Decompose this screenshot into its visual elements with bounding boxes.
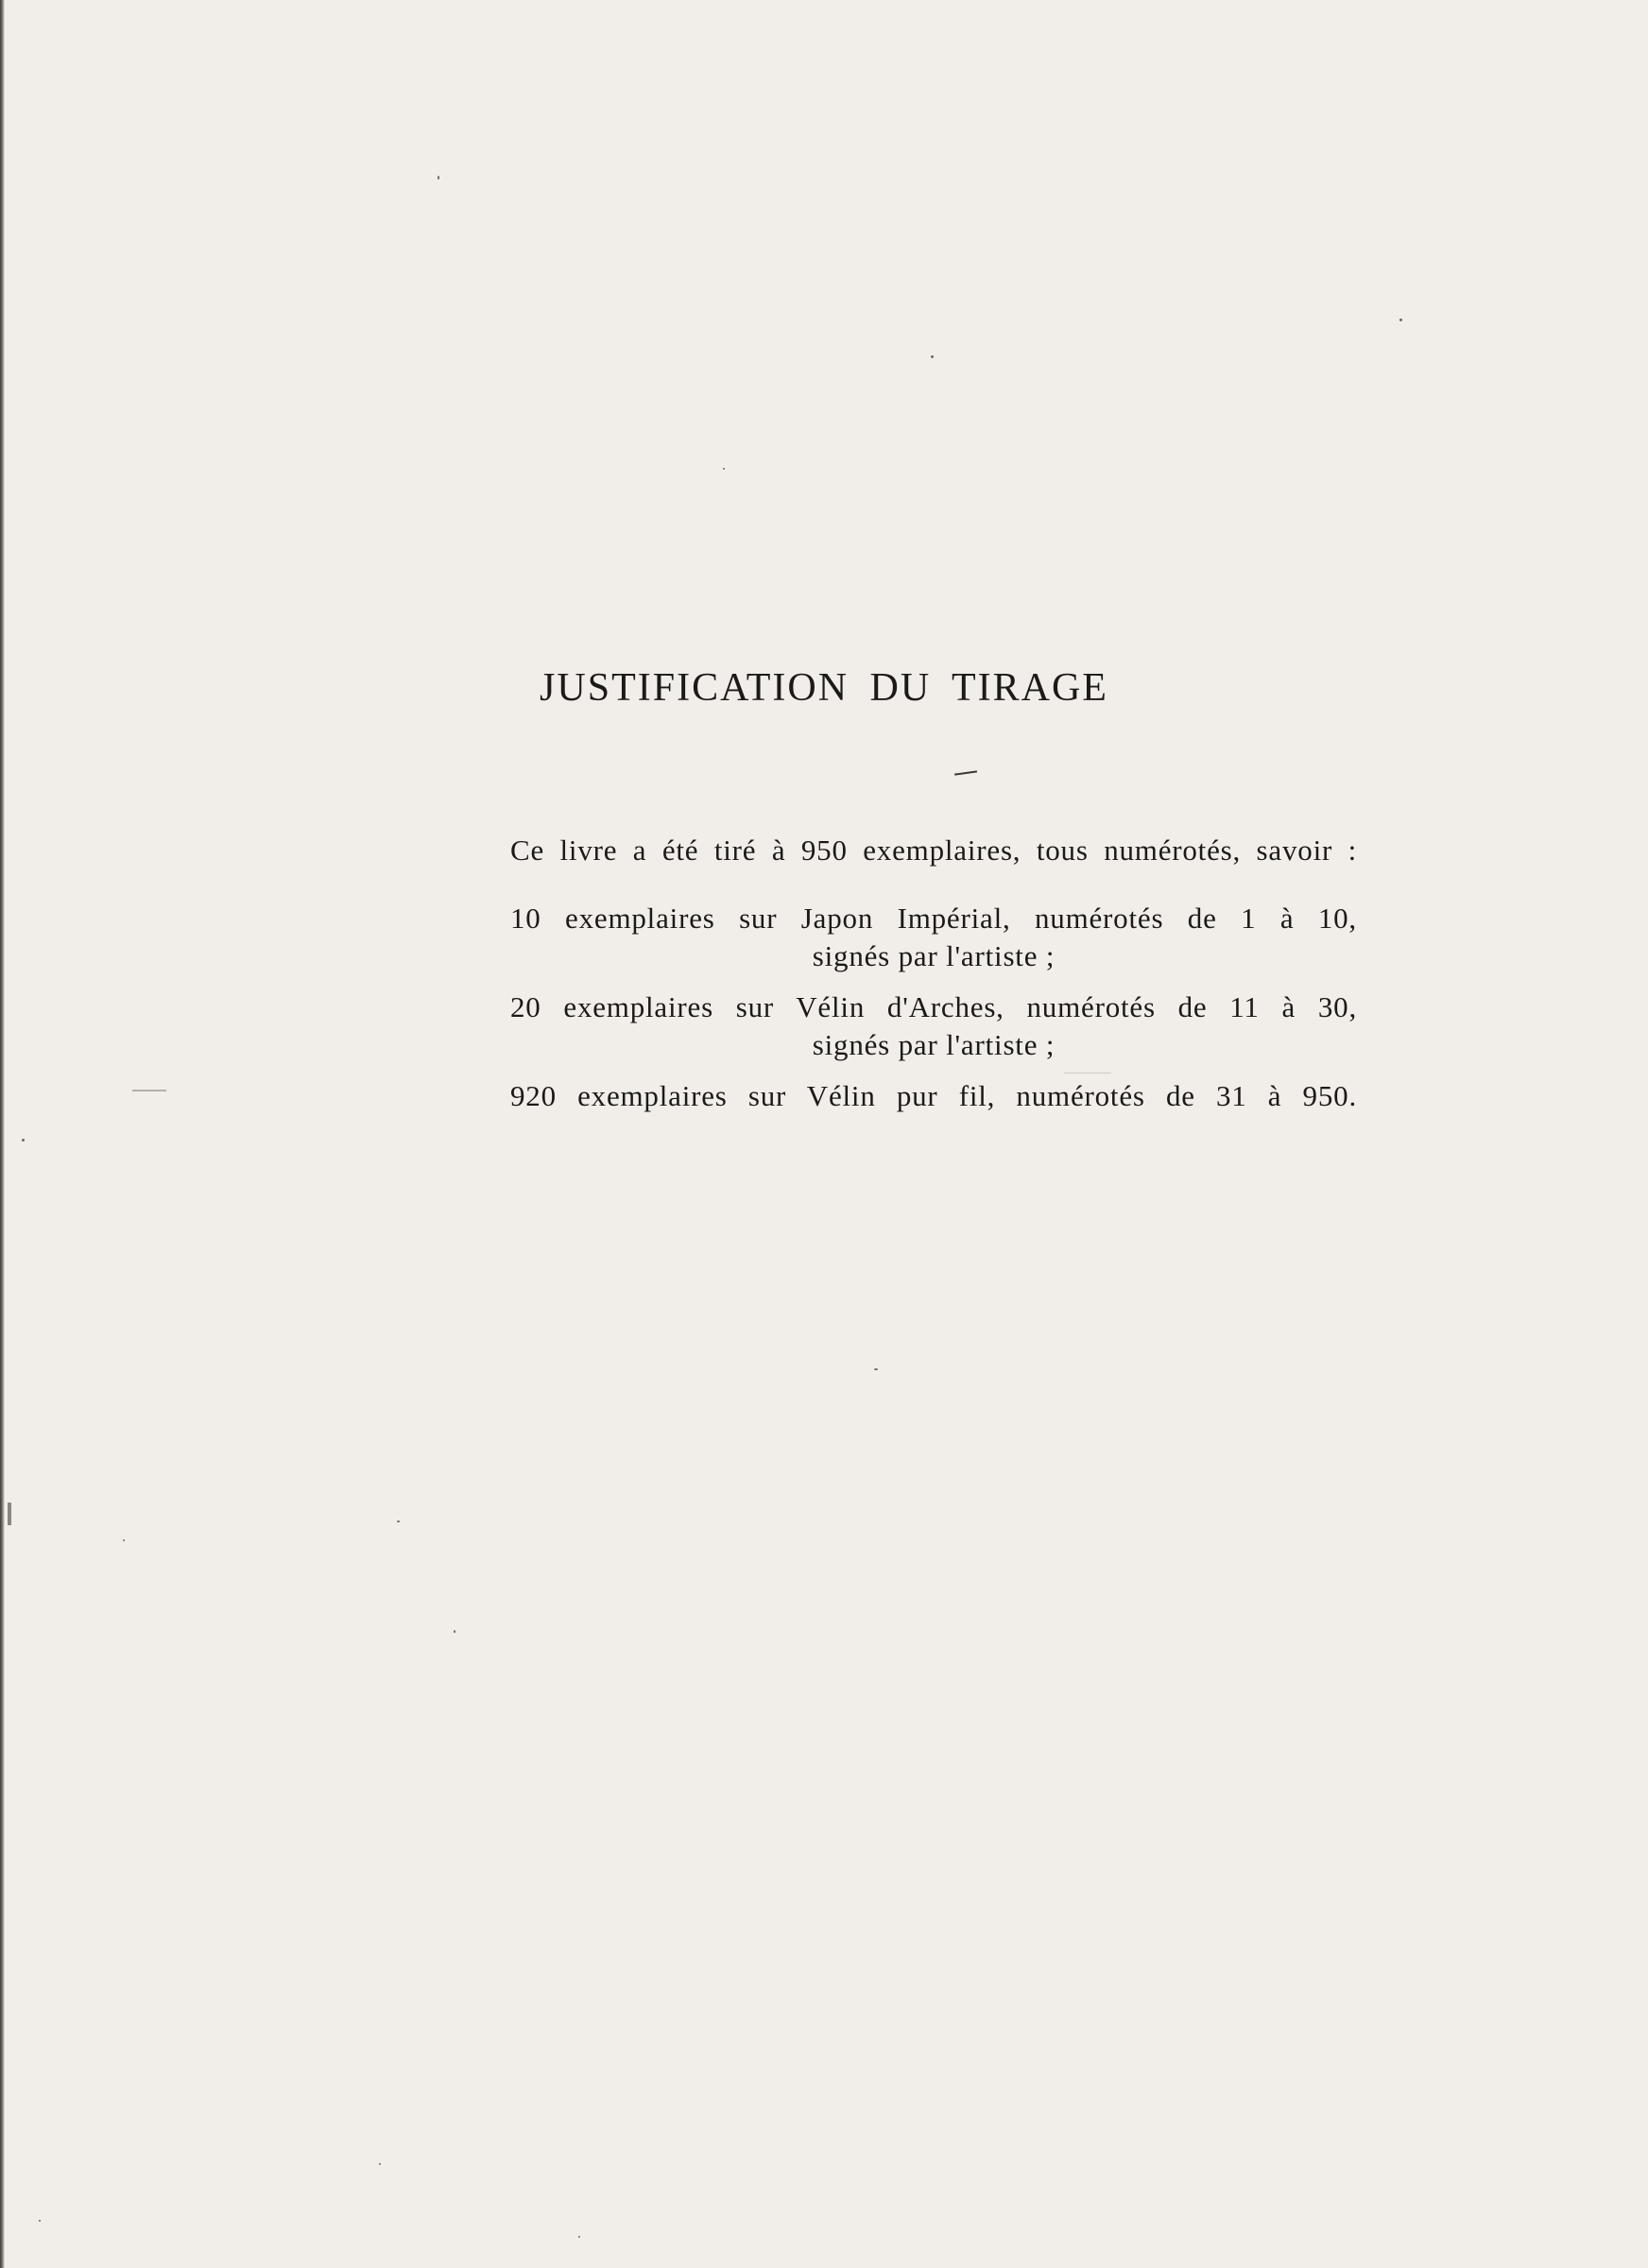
intro-line: Ce livre a été tiré à 950 exemplaires, tous numérotés, savoir : xyxy=(510,833,1357,867)
edition-line-pur-fil: 920 exemplaires sur Vélin pur fil, numérotés de 31 à 950. xyxy=(510,1079,1357,1112)
paper-speck xyxy=(454,1630,455,1633)
page-binding-edge xyxy=(0,0,5,2268)
page-title: JUSTIFICATION DU TIRAGE xyxy=(540,666,1108,710)
edition-statement xyxy=(510,832,1357,1115)
paper-speck xyxy=(438,176,439,180)
title-ornament-rule xyxy=(954,770,977,775)
paper-speck xyxy=(379,2163,381,2165)
edition-line-japon: 10 exemplaires sur Japon Impérial, numérotés de 1 à 10, xyxy=(510,902,1357,935)
paper-speck xyxy=(723,468,725,470)
paper-speck xyxy=(578,2236,580,2238)
paper-speck xyxy=(123,1539,125,1541)
paper-speck xyxy=(132,1090,166,1091)
paper-speck xyxy=(397,1521,400,1522)
edition-note-arches: signés par l'artiste ; xyxy=(812,1028,1056,1061)
paper-speck xyxy=(39,2220,41,2222)
paper-speck xyxy=(8,1503,11,1525)
paper-speck xyxy=(874,1368,878,1370)
edition-line-arches: 20 exemplaires sur Vélin d'Arches, numérotés de 11 à 30, xyxy=(510,990,1357,1023)
paper-speck xyxy=(931,355,934,358)
paper-speck xyxy=(22,1139,25,1142)
paper-speck xyxy=(1399,318,1402,321)
edition-note-japon: signés par l'artiste ; xyxy=(812,939,1056,972)
